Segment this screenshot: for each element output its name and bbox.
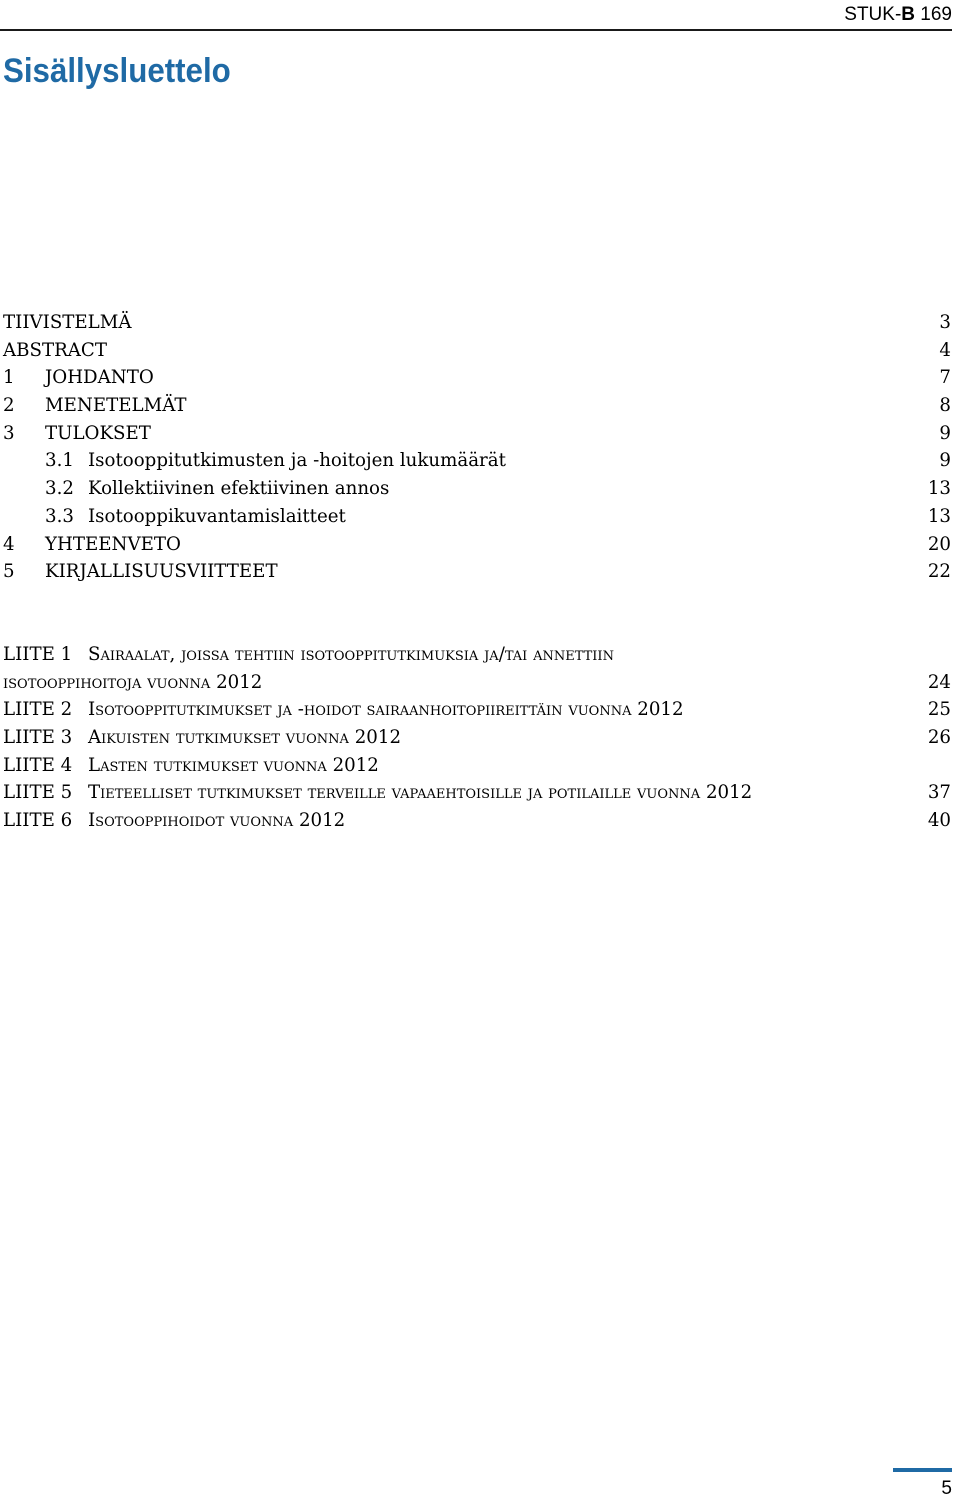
appendix-entry-3[interactable]: LIITE 3 Aikuisten tutkimukset vuonna 2012 26 <box>3 727 951 749</box>
toc-entry-menetelmat[interactable]: 2 MENETELMÄT 8 <box>3 395 951 417</box>
toc-entry-yhteenveto[interactable]: 4 YHTEENVETO 20 <box>3 533 951 555</box>
toc-entry-johdanto[interactable]: 1 JOHDANTO 7 <box>3 367 951 389</box>
appendix-entry-5[interactable]: LIITE 5 Tieteelliset tutkimukset terveille vapaaehtoisille ja potilaille vuonna 2012 37 <box>3 782 951 804</box>
toc-entry-kirjallisuusviitteet[interactable]: 5 KIRJALLISUUSVIITTEET 22 <box>3 561 951 583</box>
appendix-entry-1[interactable]: LIITE 1 Sairaalat, joissa tehtiin isotooppitutkimuksia ja/tai annettiin <box>3 644 614 665</box>
series-label: STUK-B 169 <box>844 4 952 25</box>
toc-entry-tiivistelma[interactable]: TIIVISTELMÄ 3 <box>3 312 951 333</box>
appendix-entry-6[interactable]: LIITE 6 Isotooppihoidot vuonna 2012 40 <box>3 810 951 832</box>
toc-entry-abstract[interactable]: ABSTRACT 4 <box>3 339 951 361</box>
toc-entry-tulokset[interactable]: 3 TULOKSET 9 <box>3 422 951 444</box>
toc-entry-3-1[interactable]: 3.1 Isotooppitutkimusten ja -hoitojen lukumäärät 9 <box>45 450 951 472</box>
toc-entry-3-2[interactable]: 3.2 Kollektiivinen efektiivinen annos 13 <box>45 478 951 500</box>
appendix-entry-2[interactable]: LIITE 2 Isotooppitutkimukset ja -hoidot sairaanhoitopiireittäin vuonna 2012 25 <box>3 699 951 721</box>
table-of-contents <box>3 309 951 586</box>
appendix-entry-4[interactable]: LIITE 4 Lasten tutkimukset vuonna 2012 <box>3 754 379 776</box>
footer-accent-bar <box>893 1468 952 1472</box>
page-title: Sisällysluettelo <box>3 52 231 90</box>
toc-entry-3-3[interactable]: 3.3 Isotooppikuvantamislaitteet 13 <box>45 505 951 527</box>
header-rule <box>0 29 952 31</box>
appendix-entry-1-continued[interactable]: isotooppihoitoja vuonna 2012 24 <box>3 671 951 693</box>
appendix-list <box>3 641 951 835</box>
page-number: 5 <box>941 1478 952 1499</box>
